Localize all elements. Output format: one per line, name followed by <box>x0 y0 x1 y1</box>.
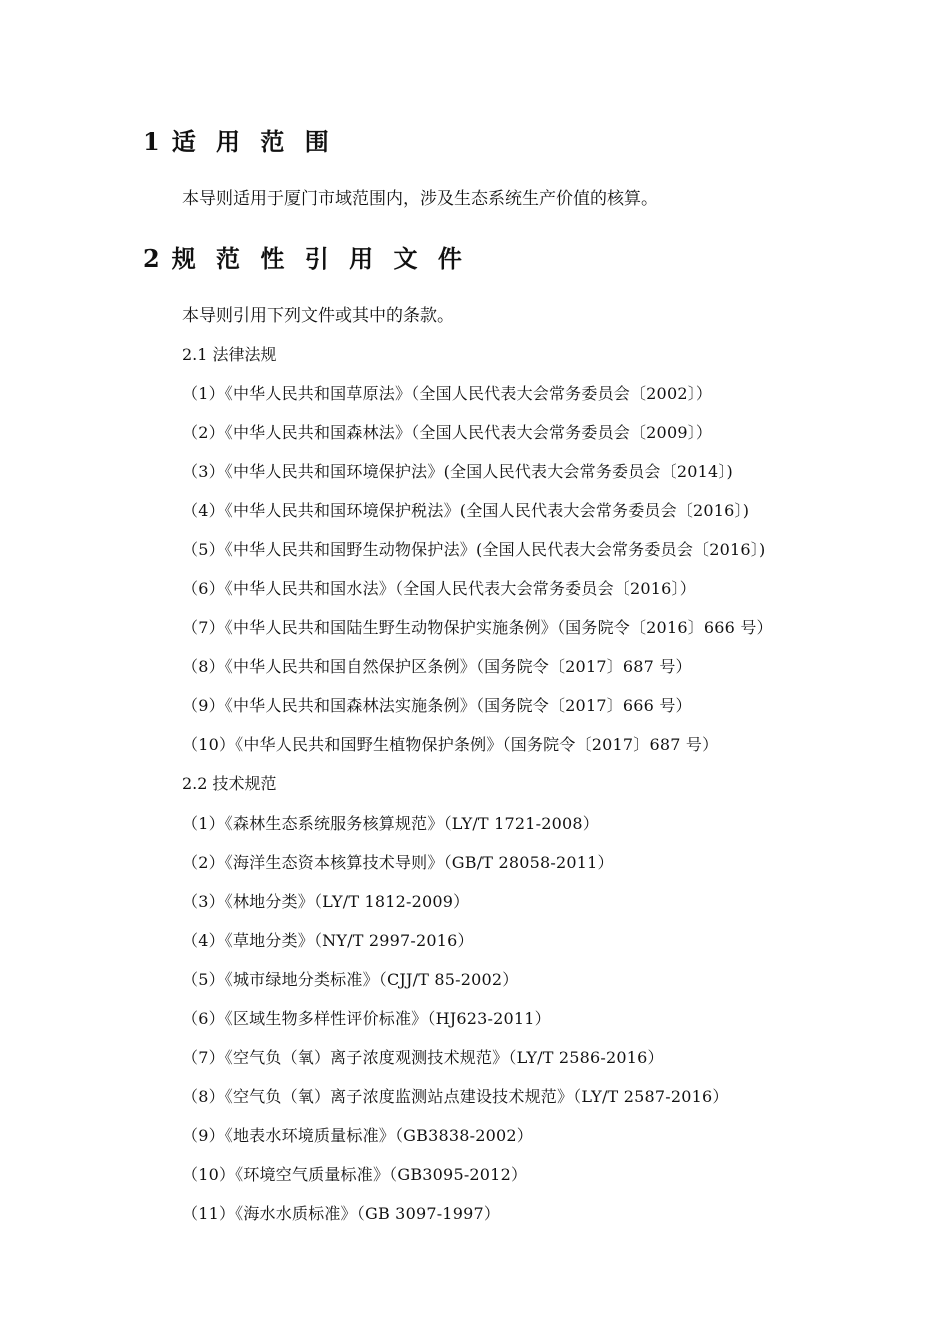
standard-list-item: （3）《林地分类》（LY/T 1812-2009） <box>182 892 470 911</box>
law-list-item: （2）《中华人民共和国森林法》（全国人民代表大会常务委员会〔2009〕） <box>182 423 713 442</box>
law-list-item: （6）《中华人民共和国水法》（全国人民代表大会常务委员会〔2016〕） <box>182 579 696 598</box>
section-2-intro: 本导则引用下列文件或其中的条款。 <box>182 306 454 326</box>
standard-list-item: （4）《草地分类》（NY/T 2997-2016） <box>182 931 474 950</box>
standard-list-item: （7）《空气负（氧）离子浓度观测技术规范》（LY/T 2586-2016） <box>182 1048 664 1067</box>
section-1-title: 适 用 范 围 <box>171 127 335 156</box>
section-2-number: 2 <box>143 244 166 273</box>
standard-list-item: （1）《森林生态系统服务核算规范》（LY/T 1721-2008） <box>182 814 599 833</box>
section-2-title: 规 范 性 引 用 文 件 <box>171 244 468 273</box>
law-list-item: （7）《中华人民共和国陆生野生动物保护实施条例》（国务院令〔2016〕666 号） <box>182 618 773 637</box>
subsection-2-1-heading: 2.1 法律法规 <box>182 345 277 364</box>
section-1-text: 本导则适用于厦门市域范围内，涉及生态系统生产价值的核算。 <box>182 189 658 209</box>
section-1-heading <box>143 127 335 157</box>
law-list-item: （5）《中华人民共和国野生动物保护法》(全国人民代表大会常务委员会〔2016〕) <box>182 540 766 559</box>
section-1-number: 1 <box>143 127 166 156</box>
law-list-item: （10）《中华人民共和国野生植物保护条例》（国务院令〔2017〕687 号） <box>182 735 719 754</box>
standard-list-item: （11）《海水水质标准》（GB 3097-1997） <box>182 1204 501 1223</box>
law-list-item: （4）《中华人民共和国环境保护税法》(全国人民代表大会常务委员会〔2016〕) <box>182 501 750 520</box>
standard-list-item: （5）《城市绿地分类标准》（CJJ/T 85-2002） <box>182 970 519 989</box>
law-list-item: （9）《中华人民共和国森林法实施条例》（国务院令〔2017〕666 号） <box>182 696 692 715</box>
standard-list-item: （10）《环境空气质量标准》（GB3095-2012） <box>182 1165 528 1184</box>
standard-list-item: （2）《海洋生态资本核算技术导则》（GB/T 28058-2011） <box>182 853 614 872</box>
law-list-item: （3）《中华人民共和国环境保护法》(全国人民代表大会常务委员会〔2014〕) <box>182 462 733 481</box>
standard-list-item: （6）《区域生物多样性评价标准》（HJ623-2011） <box>182 1009 551 1028</box>
section-2-heading <box>143 244 468 274</box>
law-list-item: （1）《中华人民共和国草原法》（全国人民代表大会常务委员会〔2002〕） <box>182 384 713 403</box>
standard-list-item: （8）《空气负（氧）离子浓度监测站点建设技术规范》（LY/T 2587-2016） <box>182 1087 729 1106</box>
law-list-item: （8）《中华人民共和国自然保护区条例》（国务院令〔2017〕687 号） <box>182 657 692 676</box>
subsection-2-2-heading: 2.2 技术规范 <box>182 774 277 793</box>
standard-list-item: （9）《地表水环境质量标准》（GB3838-2002） <box>182 1126 533 1145</box>
